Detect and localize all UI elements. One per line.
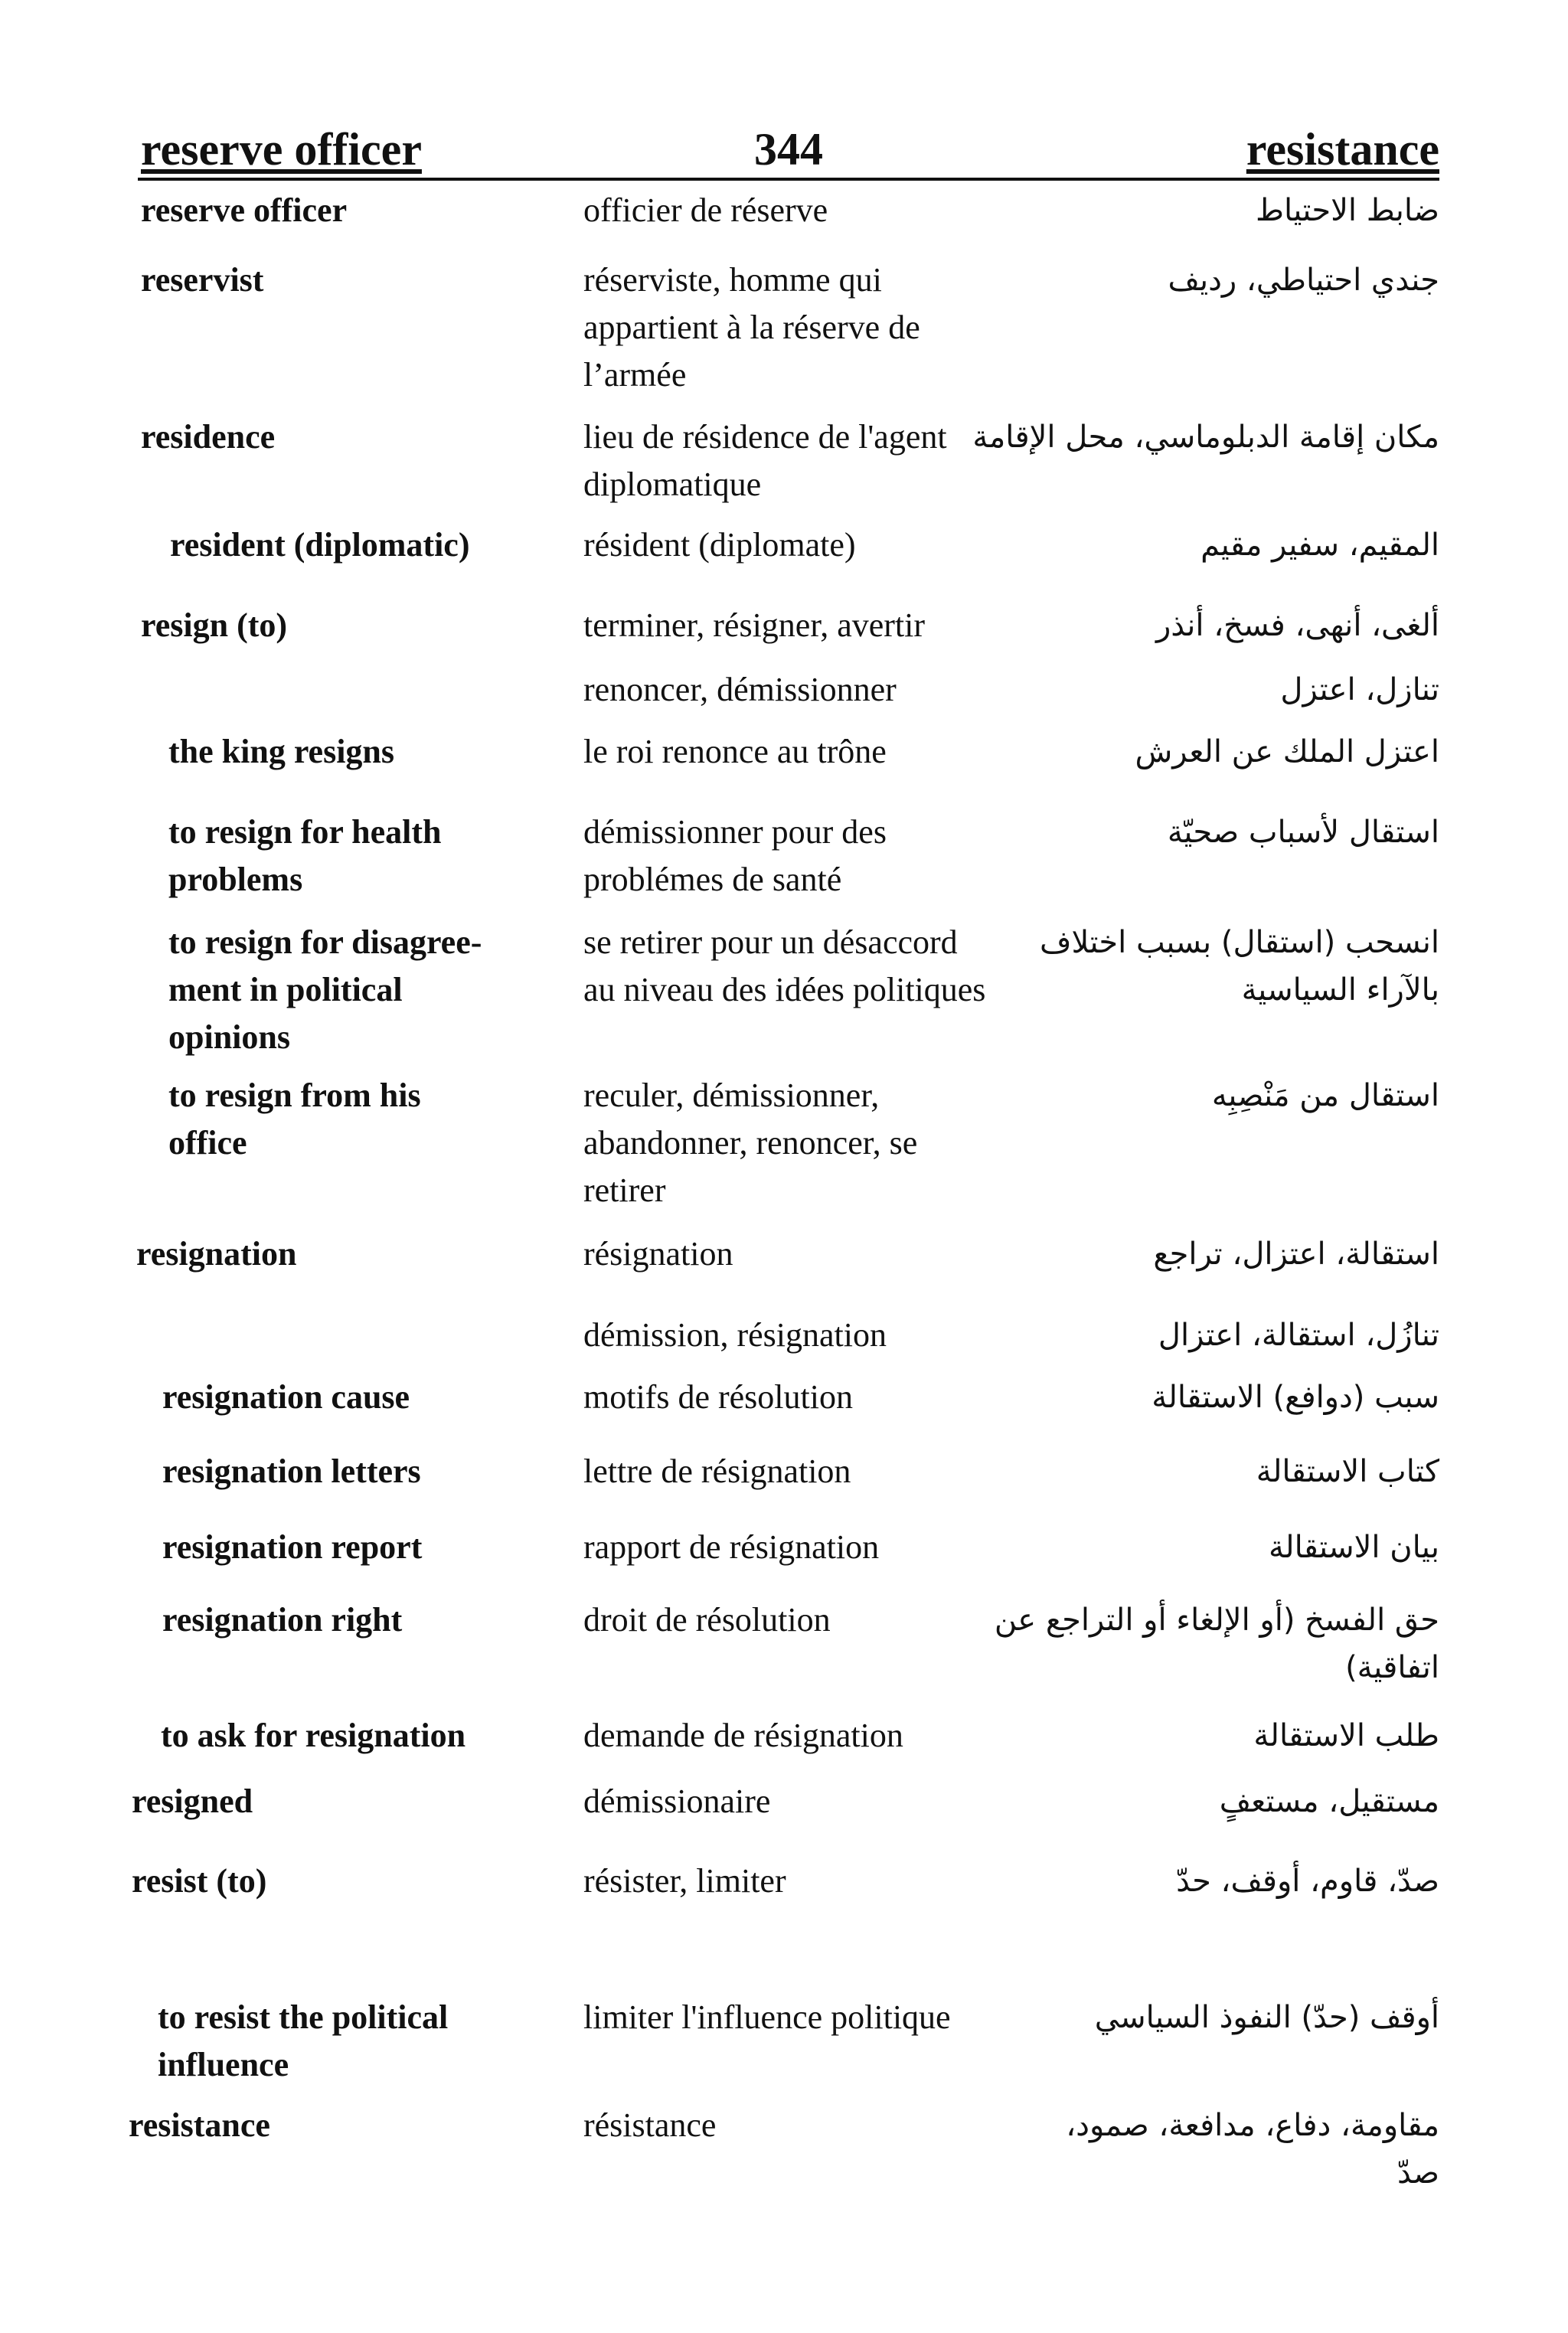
french-translation: résident (diplomate) <box>583 526 856 564</box>
english-term: reserve officer <box>141 191 348 229</box>
right-guide-word: resistance <box>1246 124 1439 175</box>
french-translation: démissionner pour des problémes de santé <box>583 813 887 898</box>
french-translation: droit de résolution <box>583 1601 831 1639</box>
french-translation: renoncer, démissionner <box>583 671 897 708</box>
english-term: resignation <box>136 1235 297 1273</box>
arabic-translation: تنازُل، استقالة، اعتزال <box>1158 1318 1439 1353</box>
arabic-translation: طلب الاستقالة <box>1253 1718 1439 1753</box>
english-term: resistance <box>129 2106 270 2144</box>
french-translation: le roi renonce au trône <box>583 733 887 770</box>
arabic-translation: كتاب الاستقالة <box>1256 1454 1439 1489</box>
french-translation: motifs de résolution <box>583 1378 853 1416</box>
english-term: to resign for health problems <box>168 813 442 898</box>
arabic-translation: صدّ، قاوم، أوقف، حدّ <box>1176 1864 1439 1899</box>
french-translation: limiter l'influence politique <box>583 1998 951 2036</box>
english-term: to resign from his office <box>168 1077 421 1162</box>
left-guide-word: reserve officer <box>141 124 422 175</box>
page-number: 344 <box>754 124 823 175</box>
french-translation: rapport de résignation <box>583 1528 880 1566</box>
english-term: resident (diplomatic) <box>170 526 470 564</box>
french-translation: résistance <box>583 2106 717 2144</box>
arabic-translation: بيان الاستقالة <box>1268 1530 1439 1565</box>
english-term: to resign for disagree- ment in political opinions <box>168 923 482 1056</box>
arabic-translation: استقال لأسباب صحيّة <box>1167 815 1439 850</box>
french-translation: démissionaire <box>583 1782 771 1820</box>
arabic-translation: جندي احتياطي، رديف <box>1168 263 1439 298</box>
arabic-translation: تنازل، اعتزل <box>1280 672 1439 707</box>
arabic-translation: المقيم، سفير مقيم <box>1200 528 1439 563</box>
english-term: resignation right <box>162 1601 403 1639</box>
french-translation: lieu de résidence de l'agent diplomatique <box>583 418 947 503</box>
english-term: resist (to) <box>132 1862 267 1900</box>
arabic-translation: حق الفسخ (أو الإلغاء أو التراجع عن اتفاقية) <box>994 1603 1439 1685</box>
french-translation: résister, limiter <box>583 1862 786 1900</box>
arabic-translation: مستقيل، مستعفٍ <box>1219 1784 1439 1819</box>
english-term: to resist the political influence <box>158 1998 449 2083</box>
english-term: to ask for resignation <box>161 1717 466 1754</box>
arabic-translation: اعتزل الملك عن العرش <box>1135 734 1439 769</box>
french-translation: se retirer pour un désaccord au niveau des idées politiques <box>583 923 986 1008</box>
french-translation: terminer, résigner, avertir <box>583 606 926 644</box>
english-term: resign (to) <box>141 606 288 644</box>
english-term: resignation letters <box>162 1452 421 1490</box>
arabic-translation: مكان إقامة الدبلوماسي، محل الإقامة <box>972 420 1439 455</box>
english-term: reservist <box>141 261 264 299</box>
english-term: residence <box>141 418 276 456</box>
english-term: the king resigns <box>168 733 395 770</box>
arabic-translation: ضابط الاحتياط <box>1256 193 1439 228</box>
french-translation: officier de réserve <box>583 191 828 229</box>
french-translation: réserviste, homme qui appartient à la réserve de l’armée <box>583 261 920 394</box>
arabic-translation: مقاومة، دفاع، مدافعة، صمود، صدّ <box>1066 2108 1439 2191</box>
french-translation: demande de résignation <box>583 1717 903 1754</box>
english-term: resignation report <box>162 1528 423 1566</box>
english-term: resigned <box>132 1782 253 1820</box>
running-header <box>138 113 1439 181</box>
french-translation: résignation <box>583 1235 733 1273</box>
arabic-translation: أوقف (حدّ) النفوذ السياسي <box>1094 2000 1439 2035</box>
arabic-translation: استقال من مَنْصِبِه <box>1211 1078 1439 1113</box>
french-translation: lettre de résignation <box>583 1452 851 1490</box>
french-translation: démission, résignation <box>583 1316 887 1354</box>
english-term: resignation cause <box>162 1378 410 1416</box>
arabic-translation: انسحب (استقال) بسبب اختلاف بالآراء السياسية <box>1040 925 1439 1008</box>
arabic-translation: سبب (دوافع) الاستقالة <box>1152 1380 1439 1415</box>
french-translation: reculer, démissionner, abandonner, renoncer, se retirer <box>583 1077 918 1209</box>
arabic-translation: استقالة، اعتزال، تراجع <box>1153 1237 1439 1272</box>
arabic-translation: ألغى، أنهى، فسخ، أنذر <box>1155 608 1439 643</box>
